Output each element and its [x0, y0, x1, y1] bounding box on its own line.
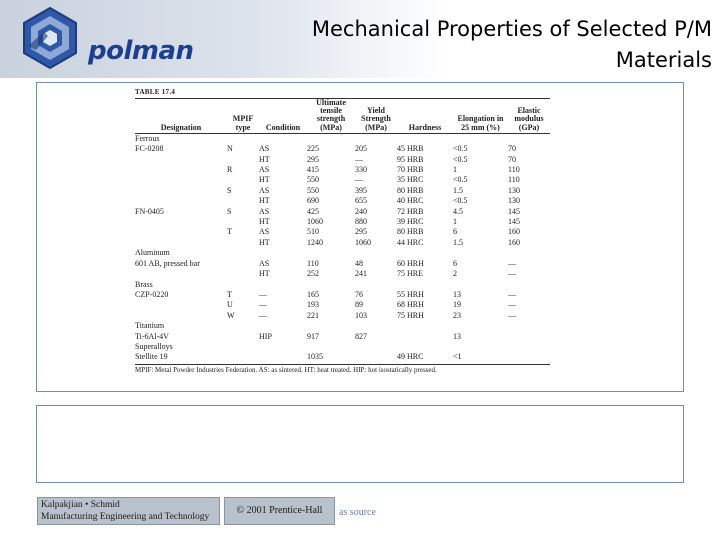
cell-elongation: 1: [453, 165, 457, 175]
cell-designation: [135, 311, 227, 321]
cell-modulus: 70: [508, 154, 516, 164]
cell-condition: HT: [259, 154, 270, 164]
cell-modulus: 145: [508, 217, 520, 227]
cell-elongation: 1.5: [453, 237, 463, 247]
caption-box: [36, 405, 684, 483]
cell-modulus: 70: [508, 144, 516, 154]
cell-condition: HT: [259, 196, 270, 206]
group-label: Ferrous: [135, 133, 160, 143]
cell-uts: 225: [307, 144, 319, 154]
group-label: Brass: [135, 279, 153, 289]
cell-mpif-type: [227, 196, 259, 206]
table-label: TABLE 17.4: [135, 88, 176, 96]
properties-table: [135, 88, 550, 375]
cell-modulus: —: [508, 289, 516, 299]
cell-elongation: 1.5: [453, 185, 463, 195]
cell-mpif-type: S: [227, 185, 232, 195]
cell-yield: 240: [355, 206, 367, 216]
cell-designation: [135, 269, 227, 279]
cell-uts: 221: [307, 310, 319, 320]
cell-condition: —: [259, 310, 267, 320]
cell-mpif-type: [227, 155, 259, 165]
cell-uts: 510: [307, 227, 319, 237]
cell-modulus: [508, 332, 550, 342]
cell-condition: HIP: [259, 331, 272, 341]
table-row: [135, 207, 550, 217]
cell-hardness: 49 HRC: [397, 352, 424, 362]
cell-mpif-type: U: [227, 300, 233, 310]
cell-modulus: —: [508, 258, 516, 268]
cell-designation: [135, 238, 227, 248]
cell-modulus: 110: [508, 175, 520, 185]
cell-uts: 1060: [307, 217, 323, 227]
cell-modulus: [508, 352, 550, 362]
table-body: [135, 133, 550, 362]
cell-yield: 655: [355, 196, 367, 206]
footer-book-credit: [37, 497, 220, 525]
table-footnote: MPIF: Metal Powder Industries Federation. AS: as sintered. HT: heat treated. HIP: hot isostatically pressed.: [135, 364, 550, 375]
cell-hardness: 40 HRC: [397, 196, 424, 206]
table-row: [135, 300, 550, 310]
cell-designation: CZP-0220: [135, 289, 169, 299]
cell-yield: 295: [355, 227, 367, 237]
cell-yield: 48: [355, 258, 363, 268]
cell-uts: 550: [307, 175, 319, 185]
slide-title: Mechanical Properties of Selected P/M Materials: [311, 17, 712, 72]
cell-mpif-type: [227, 217, 259, 227]
cell-elongation: <0.5: [453, 154, 468, 164]
footer-book-title: Manufacturing Engineering and Technology: [41, 512, 210, 522]
cell-hardness: 44 HRC: [397, 237, 424, 247]
cell-mpif-type: T: [227, 227, 232, 237]
cell-elongation: <0.5: [453, 196, 468, 206]
cell-elongation: 6: [453, 258, 457, 268]
cell-uts: 295: [307, 154, 319, 164]
cell-yield: 103: [355, 310, 367, 320]
table-image-frame: [36, 82, 684, 392]
cell-modulus: —: [508, 310, 516, 320]
cell-hardness: 70 HRB: [397, 165, 424, 175]
table-row: [135, 217, 550, 227]
footer-source-note: as source: [339, 507, 376, 518]
cell-designation: [135, 186, 227, 196]
table-row: [135, 144, 550, 154]
col-header-designation: Designation: [160, 122, 202, 132]
cell-designation: Ti-6Al-4V: [135, 331, 169, 341]
cell-elongation: 4.5: [453, 206, 463, 216]
cell-mpif-type: R: [227, 165, 233, 175]
cell-hardness: 45 HRB: [397, 144, 424, 154]
cell-mpif-type: N: [227, 144, 233, 154]
footer-copyright: © 2001 Prentice-Hall: [224, 497, 335, 525]
cell-designation: [135, 300, 227, 310]
cell-uts: 1035: [307, 352, 323, 362]
cell-yield: 241: [355, 269, 367, 279]
cell-designation: FC-0208: [135, 144, 164, 154]
polman-logo-icon: [14, 6, 86, 72]
polman-logo: [14, 6, 194, 72]
cell-hardness: 80 HRB: [397, 185, 424, 195]
cell-uts: 165: [307, 289, 319, 299]
col-header-mpif-type: MPIF type: [232, 114, 254, 132]
cell-designation: [135, 165, 227, 175]
cell-yield: —: [355, 154, 363, 164]
table-group-row: [135, 248, 550, 258]
cell-yield: —: [355, 175, 363, 185]
table-row: [135, 186, 550, 196]
cell-hardness: 75 HRE: [397, 269, 423, 279]
cell-condition: HT: [259, 175, 270, 185]
cell-hardness: 68 HRH: [397, 300, 424, 310]
table-group-row: [135, 280, 550, 290]
cell-yield: 827: [355, 331, 367, 341]
properties-grid: [135, 99, 550, 363]
cell-elongation: 23: [453, 310, 461, 320]
cell-mpif-type: T: [227, 289, 232, 299]
cell-yield: 76: [355, 289, 363, 299]
cell-elongation: 13: [453, 289, 461, 299]
group-label: Superalloys: [135, 341, 173, 351]
table-row: [135, 290, 550, 300]
cell-hardness: 60 HRH: [397, 258, 424, 268]
cell-designation: [135, 155, 227, 165]
col-header-hardness: Hardness: [408, 122, 442, 132]
cell-hardness: 39 HRC: [397, 217, 424, 227]
cell-condition: AS: [259, 227, 270, 237]
cell-yield: 330: [355, 165, 367, 175]
table-row: [135, 165, 550, 175]
cell-elongation: 13: [453, 331, 461, 341]
cell-modulus: 160: [508, 237, 520, 247]
cell-condition: AS: [259, 206, 270, 216]
cell-uts: 252: [307, 269, 319, 279]
cell-elongation: <0.5: [453, 175, 468, 185]
cell-elongation: 1: [453, 217, 457, 227]
table-row: [135, 175, 550, 185]
cell-mpif-type: [227, 332, 259, 342]
table-row: [135, 311, 550, 321]
cell-modulus: 130: [508, 196, 520, 206]
col-header-condition: Condition: [265, 122, 301, 132]
cell-designation: Stellite 19: [135, 352, 168, 362]
logo-wordmark: polman: [88, 36, 194, 66]
cell-elongation: <1: [453, 352, 462, 362]
col-header-uts: Ultimate tensile strength (MPa): [316, 99, 346, 132]
cell-yield: 395: [355, 185, 367, 195]
cell-modulus: 130: [508, 185, 520, 195]
cell-condition: AS: [259, 165, 270, 175]
col-header-yield: Yield Strength (MPa): [361, 106, 391, 132]
table-row: [135, 155, 550, 165]
cell-yield: 1060: [355, 237, 371, 247]
cell-designation: FN-0405: [135, 206, 164, 216]
cell-mpif-type: [227, 259, 259, 269]
col-header-modulus: Elastic modulus (GPa): [514, 106, 544, 132]
cell-designation: 601 AB, pressed bar: [135, 258, 200, 268]
cell-elongation: 6: [453, 227, 457, 237]
table-row: [135, 269, 550, 279]
cell-hardness: [397, 332, 453, 342]
cell-condition: [259, 352, 307, 362]
cell-hardness: 72 HRB: [397, 206, 424, 216]
cell-mpif-type: [227, 352, 259, 362]
cell-designation: [135, 196, 227, 206]
table-group-row: [135, 321, 550, 331]
cell-hardness: 55 HRH: [397, 289, 424, 299]
cell-uts: 193: [307, 300, 319, 310]
table-row: [135, 352, 550, 362]
cell-designation: [135, 227, 227, 237]
cell-modulus: 110: [508, 165, 520, 175]
cell-elongation: <0.5: [453, 144, 468, 154]
cell-uts: 550: [307, 185, 319, 195]
cell-condition: —: [259, 300, 267, 310]
cell-uts: 917: [307, 331, 319, 341]
cell-hardness: 95 HRB: [397, 154, 424, 164]
cell-hardness: 80 HRB: [397, 227, 424, 237]
table-row: [135, 196, 550, 206]
table-row: [135, 259, 550, 269]
table-row: [135, 332, 550, 342]
cell-condition: HT: [259, 237, 270, 247]
col-header-elongation: Elongation in 25 mm (%): [457, 114, 504, 132]
cell-uts: 110: [307, 258, 319, 268]
group-label: Titanium: [135, 321, 165, 331]
table-group-row: [135, 133, 550, 144]
cell-condition: HT: [259, 217, 270, 227]
cell-uts: 415: [307, 165, 319, 175]
table-row: [135, 238, 550, 248]
cell-hardness: 75 HRH: [397, 310, 424, 320]
cell-hardness: 35 HRC: [397, 175, 424, 185]
cell-yield: [355, 352, 397, 362]
cell-condition: HT: [259, 269, 270, 279]
cell-uts: 425: [307, 206, 319, 216]
cell-modulus: 160: [508, 227, 520, 237]
cell-mpif-type: W: [227, 310, 235, 320]
cell-condition: AS: [259, 185, 270, 195]
cell-elongation: 19: [453, 300, 461, 310]
cell-yield: 89: [355, 300, 363, 310]
table-group-row: [135, 342, 550, 352]
footer-book-authors: Kalpakjian • Schmid: [41, 500, 120, 510]
cell-mpif-type: S: [227, 206, 232, 216]
cell-modulus: —: [508, 269, 516, 279]
cell-mpif-type: [227, 269, 259, 279]
cell-mpif-type: [227, 238, 259, 248]
cell-condition: —: [259, 289, 267, 299]
cell-yield: 880: [355, 217, 367, 227]
cell-designation: [135, 217, 227, 227]
cell-modulus: —: [508, 300, 516, 310]
group-label: Aluminum: [135, 248, 170, 258]
cell-uts: 1240: [307, 237, 323, 247]
cell-uts: 690: [307, 196, 319, 206]
cell-yield: 205: [355, 144, 367, 154]
cell-condition: AS: [259, 144, 270, 154]
table-row: [135, 227, 550, 237]
cell-elongation: 2: [453, 269, 457, 279]
cell-designation: [135, 175, 227, 185]
cell-mpif-type: [227, 175, 259, 185]
cell-condition: AS: [259, 258, 270, 268]
cell-modulus: 145: [508, 206, 520, 216]
